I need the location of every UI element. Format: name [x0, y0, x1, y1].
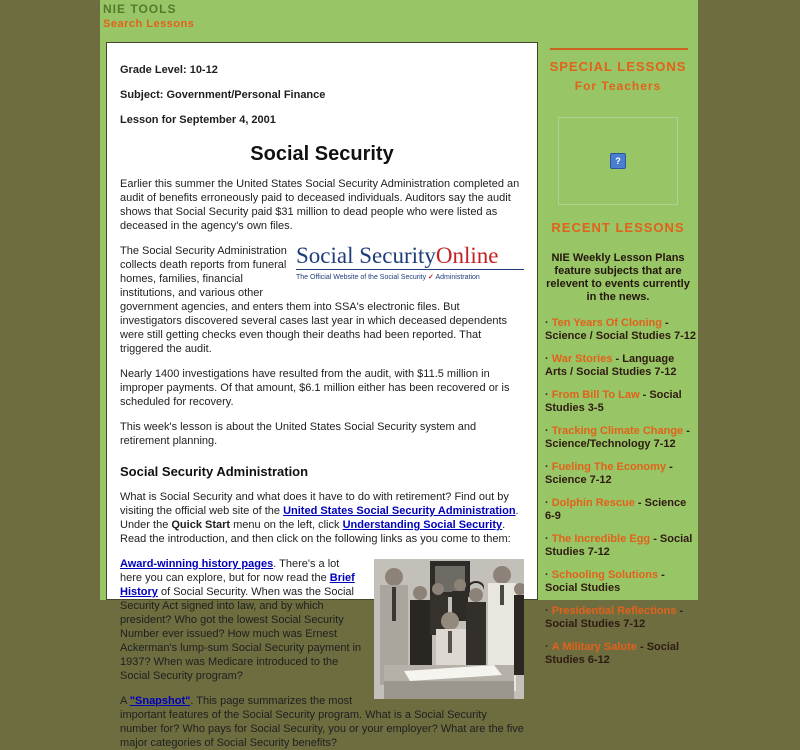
lesson-category: Science 6-9 [545, 497, 687, 522]
lesson-category: Science 7-12 [545, 474, 612, 486]
list-item [545, 569, 696, 595]
list-item [545, 389, 696, 415]
broken-image-icon: ? [610, 153, 626, 169]
search-lessons-link[interactable]: Search Lessons [103, 18, 195, 30]
lesson-category: Social Studies 6-12 [545, 641, 680, 666]
bullet-icon: · [545, 389, 549, 401]
list-item [545, 353, 696, 379]
lesson-link-presidential-reflections[interactable]: Presidential Reflections [551, 605, 677, 617]
lesson-category: Social Studies [545, 582, 621, 594]
paragraph-ssa-links [120, 490, 524, 546]
ssa-logo-wordmark [296, 244, 524, 270]
ssa-tagline-right: Administration [435, 274, 480, 281]
bullet-icon: · [545, 569, 549, 581]
lesson-separator: - [612, 353, 623, 365]
ssa-tagline-left: The Official Website of the Social Security [296, 274, 427, 281]
list-item [545, 497, 696, 523]
lesson-link-schooling-solutions[interactable]: Schooling Solutions [551, 569, 659, 581]
recent-lessons-heading: RECENT LESSONS [551, 220, 685, 235]
lesson-separator: - [661, 317, 669, 329]
sidebar-image-placeholder [558, 117, 678, 205]
section-heading: Social Security Administration [120, 464, 309, 479]
lesson-category: Language Arts / Social Studies 7-12 [545, 353, 677, 378]
grade-level: Grade Level: 10-12 [120, 64, 218, 76]
site-brand: NIE TOOLS [103, 2, 177, 16]
lesson-separator: - [658, 569, 665, 581]
lesson-link-war-stories[interactable]: War Stories [551, 353, 613, 365]
lesson-link-fueling-the-economy[interactable]: Fueling The Economy [551, 461, 667, 473]
brief-history-link[interactable]: Brief History [120, 572, 355, 598]
ssa-swoosh-icon: ✓ [428, 274, 434, 281]
paragraph-history [120, 557, 524, 683]
text-segment: . There's a lot here you can explore, but for now read the [120, 558, 340, 584]
paragraph-snapshot [120, 694, 524, 750]
special-lessons-heading: SPECIAL LESSONS [549, 59, 687, 74]
bullet-icon: · [545, 497, 549, 509]
lesson-category: Social Studies 3-5 [545, 389, 682, 414]
lesson-link-a-military-salute[interactable]: A Military Salute [551, 641, 637, 653]
recent-lessons-list [545, 317, 696, 667]
sidebar [538, 0, 698, 677]
page-background [100, 0, 698, 749]
bullet-icon: · [545, 425, 549, 437]
lesson-category: Social Studies 7-12 [545, 533, 693, 558]
sidebar-intro-text: NIE Weekly Lesson Plans feature subjects that are relevent to events currently in the news. [546, 252, 690, 303]
paragraph-lesson-intro: This week's lesson is about the United States Social Security system and retirement planning. [120, 421, 477, 447]
bullet-icon: · [545, 353, 549, 365]
lesson-separator: - [639, 389, 650, 401]
for-teachers-heading: For Teachers [574, 79, 662, 93]
list-item [545, 641, 696, 667]
lesson-link-from-bill-to-law[interactable]: From Bill To Law [551, 389, 640, 401]
lesson-category: Social Studies 7-12 [545, 618, 646, 630]
text-segment: What is Social Security and what does it have to do with retirement? Find out by visiting the official web site of the [120, 491, 509, 517]
paragraph-investigations: Nearly 1400 investigations have resulted from the audit, with $11.5 million in improper payments. Of that amount, $6.1 million either has been recovered or is scheduled for recovery. [120, 368, 510, 408]
lesson-separator: - [676, 605, 684, 617]
ssa-website-link[interactable]: United States Social Security Administration [283, 505, 516, 517]
paragraph-death-reports [120, 244, 524, 356]
text-segment: menu on the left, click [230, 519, 343, 531]
lesson-separator: - [650, 533, 660, 545]
understanding-ss-link[interactable]: Understanding Social Security [342, 519, 503, 531]
lesson-separator: - [634, 497, 645, 509]
bullet-icon: · [545, 461, 549, 473]
ssa-logo-tagline [296, 271, 524, 285]
lesson-separator: - [683, 425, 690, 437]
list-item [545, 605, 696, 631]
subject-line: Subject: Government/Personal Finance [120, 89, 326, 101]
page-title: Social Security [250, 143, 394, 165]
text-segment: . Read the introduction, and then click on the following links as you come to them: [120, 519, 511, 545]
lesson-link-ten-years-of-cloning[interactable]: Ten Years Of Cloning [551, 317, 662, 329]
list-item [545, 461, 696, 487]
lesson-separator: - [666, 461, 673, 473]
quick-start-label: Quick Start [171, 519, 231, 531]
ssa-online-logo [296, 244, 524, 285]
bullet-icon: · [545, 533, 549, 545]
lesson-separator: - [636, 641, 647, 653]
paragraph-audit: Earlier this summer the United States Social Security Administration completed an audit of benefits erroneously paid to deceased individuals. Auditors say the audit shows that Social Security paid $31 million to dead people who were listed as deceased in the agency's own files. [120, 178, 520, 232]
lesson-link-the-incredible-egg[interactable]: The Incredible Egg [551, 533, 651, 545]
fdr-signing-photo [374, 559, 524, 699]
lesson-link-dolphin-rescue[interactable]: Dolphin Rescue [551, 497, 635, 509]
ssa-logo-text: Social Security [296, 243, 436, 268]
list-item [545, 533, 696, 559]
lesson-content [106, 42, 538, 749]
text-segment: A [120, 695, 130, 707]
list-item [545, 425, 696, 451]
bullet-icon: · [545, 641, 549, 653]
text-segment: of Social Security. When was the Social Security Act signed into law, and by which president? Who got the lowest Social Security Number ever issued? How much was Ernest Ackerman's lump-sum Social Security payment in 1937? When was Medicare introduced to the Social Security program? [120, 586, 362, 682]
lesson-link-tracking-climate-change[interactable]: Tracking Climate Change [551, 425, 684, 437]
list-item [545, 317, 696, 343]
lesson-category: Science/Technology 7-12 [545, 438, 676, 450]
history-pages-link[interactable]: Award-winning history pages [120, 558, 274, 570]
bullet-icon: · [545, 605, 549, 617]
bullet-icon: · [545, 317, 549, 329]
lesson-date: Lesson for September 4, 2001 [120, 114, 276, 126]
snapshot-link[interactable]: "Snapshot" [129, 695, 191, 707]
paragraph-death-reports-text: The Social Security Administration collects death reports from funeral homes, families, financial institutions, and various other government agencies, and enters them into SSA's electronic files. But investigators discovered several cases last year in which deceased dependents were still getting checks even though their deaths had been reported. That triggered the audit. [120, 245, 508, 355]
text-segment: . Under the [120, 505, 519, 531]
sidebar-divider [550, 48, 688, 50]
text-segment: . This page summarizes the most important features of the Social Security program. What is a Social Security number for? Who pays for Social Security, you or your employer? What are the five major categories of Social Security benefits? [120, 695, 524, 749]
lesson-category: Science / Social Studies 7-12 [545, 330, 697, 342]
ssa-logo-online-text: Online [435, 243, 499, 268]
